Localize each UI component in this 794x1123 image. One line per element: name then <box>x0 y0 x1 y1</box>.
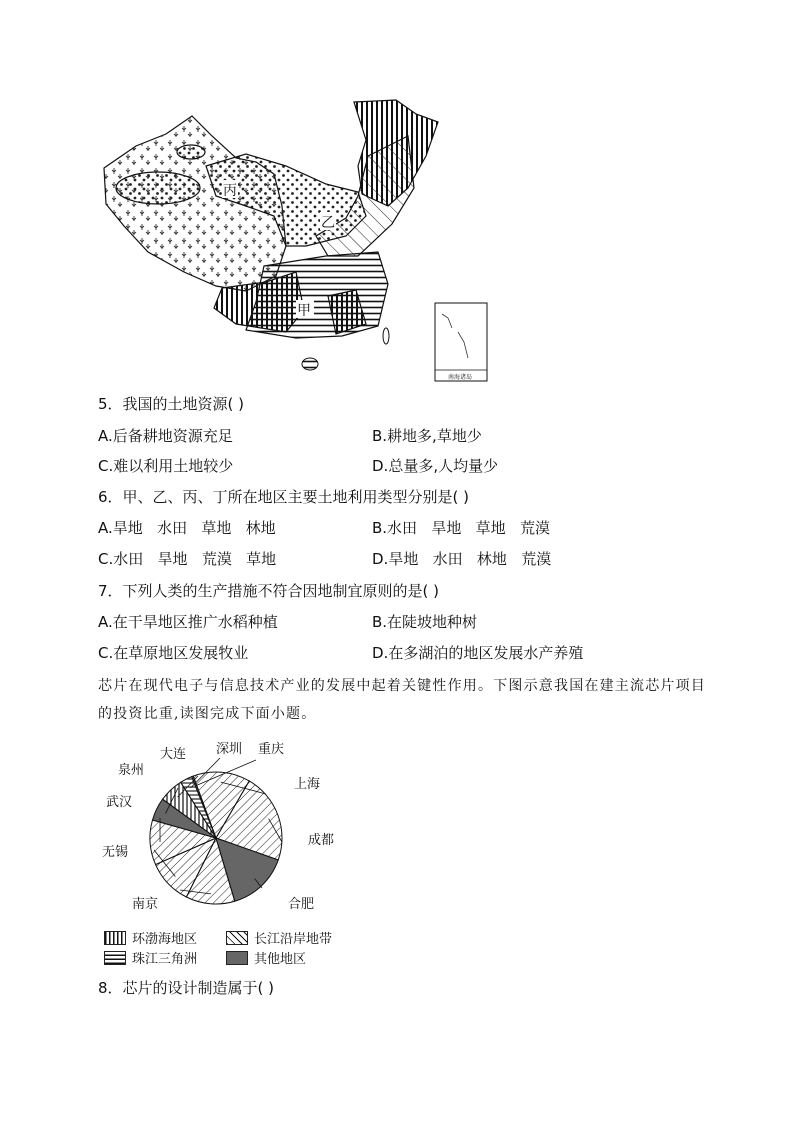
chip-intro-paragraph: 芯片在现代电子与信息技术产业的发展中起着关键性作用。下图示意我国在建主流芯片项目的投资比重,读图完成下面小题。 <box>98 678 706 722</box>
legend-swatch-horizontal <box>104 951 126 965</box>
pie-label: 武汉 <box>106 795 133 810</box>
legend-item-bohai <box>104 928 197 947</box>
pie-label: 无锡 <box>102 845 129 860</box>
map-label-bing: 丙 <box>223 183 237 199</box>
legend-label: 珠江三角洲 <box>132 952 198 967</box>
question-6-option-d[interactable]: D.旱地 水田 林地 荒漠 <box>372 550 552 568</box>
question-6-option-c[interactable]: C.水田 旱地 荒漠 草地 <box>98 550 277 568</box>
map-inset-label: 南海诸岛 <box>448 374 473 381</box>
legend-swatch-vertical <box>104 931 126 945</box>
pie-legend <box>104 928 364 970</box>
legend-item-pearl <box>104 948 197 967</box>
pie-label: 上海 <box>294 777 321 792</box>
question-7-option-a[interactable]: A.在干旱地区推广水稻种植 <box>98 613 278 631</box>
map-desert-small <box>177 145 205 159</box>
question-5-option-a[interactable]: A.后备耕地资源充足 <box>98 427 233 445</box>
pie-label: 南京 <box>132 897 159 912</box>
pie-label: 泉州 <box>118 763 145 778</box>
pie-label: 成都 <box>308 833 335 848</box>
question-6-option-a[interactable]: A.旱地 水田 草地 林地 <box>98 519 276 537</box>
question-7-option-c[interactable]: C.在草原地区发展牧业 <box>98 644 249 662</box>
pie-label: 深圳 <box>216 742 243 757</box>
legend-swatch-diagonal <box>226 931 248 945</box>
china-land-use-map <box>96 96 496 386</box>
question-5-stem: 5．我国的土地资源( ) <box>98 395 245 413</box>
question-5-option-b[interactable]: B.耕地多,草地少 <box>372 427 482 445</box>
question-7-option-b[interactable]: B.在陡坡地种树 <box>372 613 478 631</box>
map-label-jia: 甲 <box>297 303 311 319</box>
map-desert <box>116 172 200 204</box>
legend-swatch-solid <box>226 951 248 965</box>
map-taiwan <box>383 328 389 344</box>
question-5-option-c[interactable]: C.难以利用土地较少 <box>98 457 234 475</box>
pie-label: 重庆 <box>258 742 285 757</box>
question-6-stem: 6．甲、乙、丙、丁所在地区主要土地利用类型分别是( ) <box>98 488 470 506</box>
legend-label: 其他地区 <box>254 952 307 967</box>
pie-label: 合肥 <box>288 897 315 912</box>
question-7-option-d[interactable]: D.在多湖泊的地区发展水产养殖 <box>372 644 584 662</box>
question-8-stem: 8．芯片的设计制造属于( ) <box>98 979 275 997</box>
question-7-stem: 7．下列人类的生产措施不符合因地制宜原则的是( ) <box>98 582 440 600</box>
legend-label: 长江沿岸地带 <box>254 932 333 947</box>
map-region-jia <box>246 252 388 338</box>
question-5-option-d[interactable]: D.总量多,人均量少 <box>372 457 499 475</box>
map-hainan <box>302 358 318 370</box>
legend-item-other <box>226 948 306 967</box>
legend-item-yangtze <box>226 928 332 947</box>
map-label-yi: 乙 <box>321 215 335 231</box>
question-6-option-b[interactable]: B.水田 旱地 草地 荒漠 <box>372 519 550 537</box>
pie-label: 大连 <box>160 747 187 762</box>
legend-label: 环渤海地区 <box>132 932 198 947</box>
